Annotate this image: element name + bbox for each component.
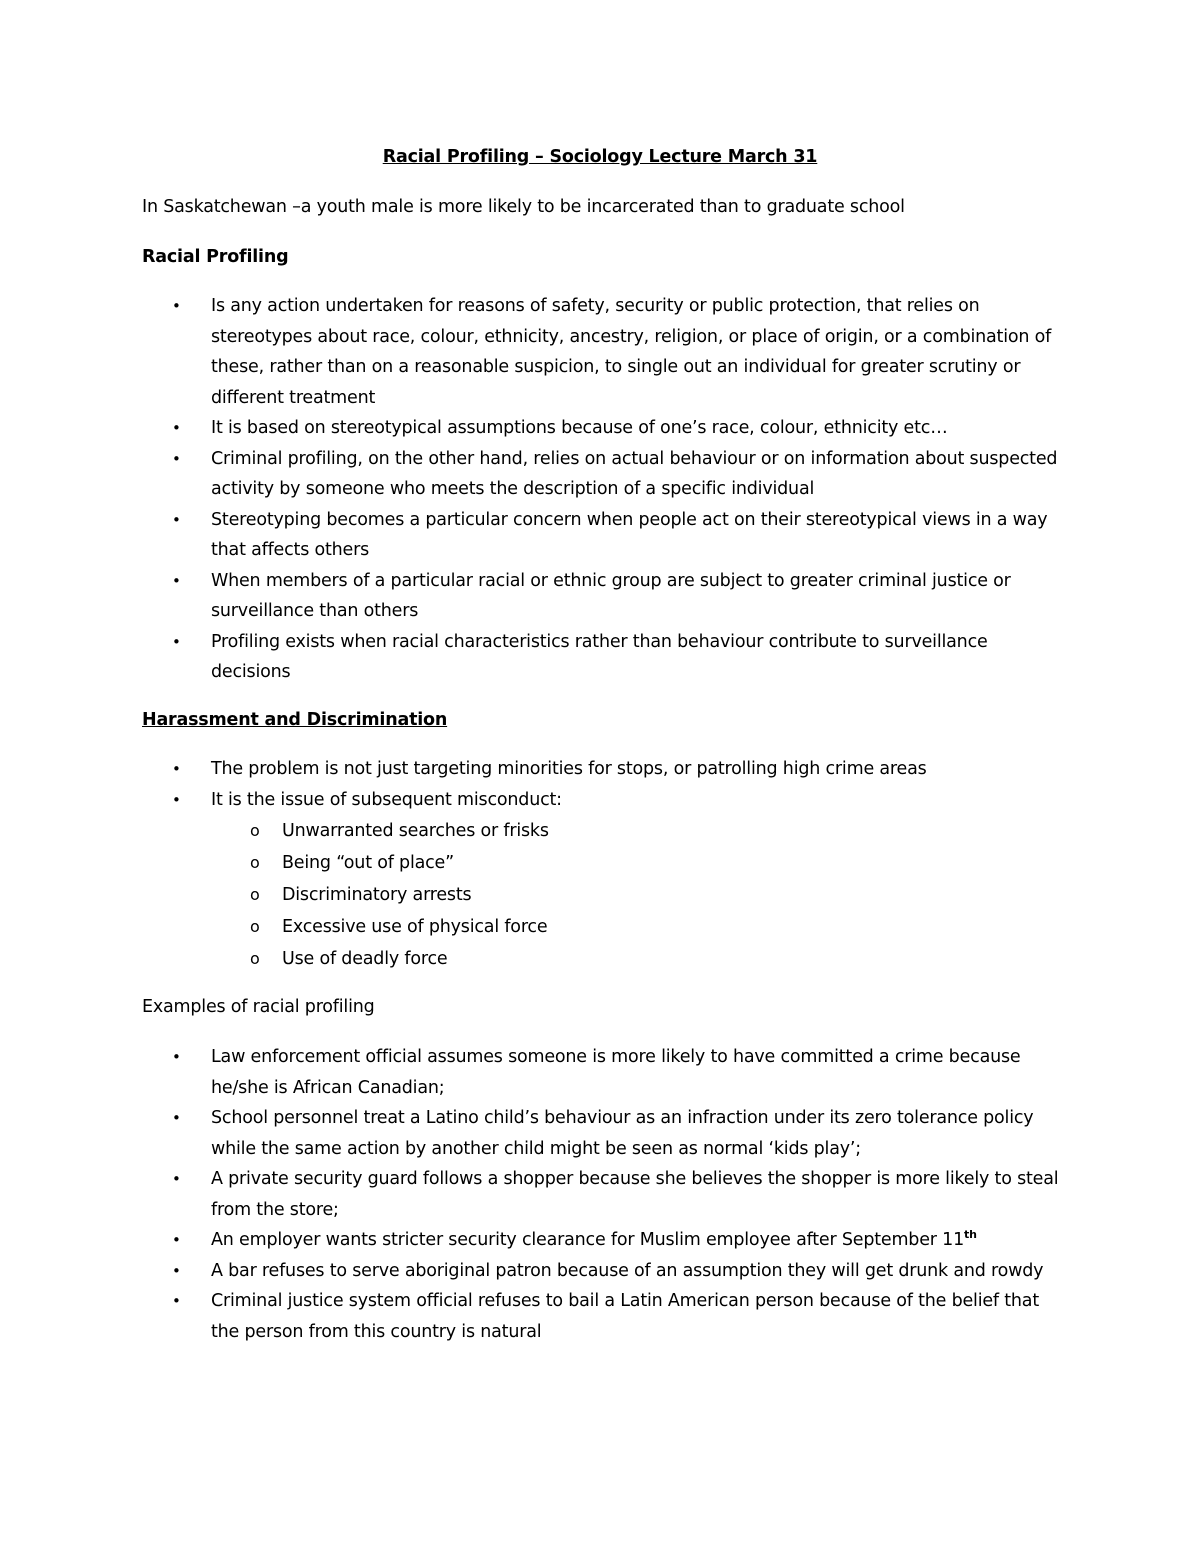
harassment-list [0, 754, 1200, 975]
list-item [0, 566, 1071, 627]
section-heading-harassment: Harassment and Discrimination [142, 710, 448, 730]
list-item [0, 627, 1071, 688]
bullet-icon: • [172, 419, 181, 437]
bullet-icon: • [172, 1292, 181, 1310]
intro-paragraph: In Saskatchewan –a youth male is more likely to be incarcerated than to graduate school [142, 197, 905, 217]
hollow-bullet-icon: o [250, 917, 260, 936]
sub-list-item-text: Being “out of place” [282, 853, 454, 873]
list-item-text: Is any action undertaken for reasons of safety, security or public protection, that relies on stereotypes about race, colour, ethnicity, ancestry, religion, or place of origin, or a combination of these, rather than on a reasonable suspicion, to single out an individual for greater scrutiny or different treatment [211, 296, 1052, 408]
examples-list [0, 1042, 1200, 1347]
list-item [0, 1256, 1071, 1287]
list-item [0, 754, 1071, 785]
bullet-icon: • [172, 571, 181, 590]
sub-list-item [211, 879, 1071, 911]
hollow-bullet-icon: o [250, 853, 260, 872]
hollow-bullet-icon: o [250, 885, 260, 904]
list-item [0, 1225, 1071, 1256]
bullet-icon: • [172, 449, 181, 468]
list-item-text: It is based on stereotypical assumptions because of one’s race, colour, ethnicity etc… [211, 418, 948, 438]
sub-list-item [211, 911, 1071, 943]
section-heading-racial-profiling: Racial Profiling [142, 247, 289, 267]
sub-list-item-text: Unwarranted searches or frisks [282, 821, 549, 841]
ordinal-superscript: th [964, 1228, 977, 1242]
list-item [0, 413, 1071, 444]
list-item-text: Law enforcement official assumes someone is more likely to have committed a crime because he/she is African Canadian; [211, 1047, 1021, 1098]
sub-list-item [211, 815, 1071, 847]
sub-list-item-text: Use of deadly force [282, 949, 448, 969]
sub-list-item-text: Excessive use of physical force [282, 917, 548, 937]
list-item [0, 505, 1071, 566]
list-item-text: Criminal profiling, on the other hand, relies on actual behaviour or on information about suspected activity by someone who meets the description of a specific individual [211, 448, 1058, 499]
list-item [0, 1042, 1071, 1103]
list-item [0, 1103, 1071, 1164]
sub-list-item [211, 943, 1071, 975]
list-item-text: It is the issue of subsequent misconduct: [211, 789, 562, 810]
bullet-icon: • [172, 297, 181, 315]
bullet-icon: • [172, 632, 181, 651]
list-item-text: Stereotyping becomes a particular concern when people act on their stereotypical views in a way that affects others [211, 509, 1048, 560]
list-item-text: A private security guard follows a shopper because she believes the shopper is more likely to steal from the store; [211, 1169, 1059, 1220]
list-item [0, 1286, 1071, 1347]
list-item-text: School personnel treat a Latino child’s behaviour as an infraction under its zero tolerance policy while the same action by another child might be seen as normal ‘kids play’; [211, 1108, 1034, 1159]
misconduct-sublist [211, 815, 1071, 975]
racial-profiling-list [0, 291, 1200, 688]
sub-list-item [211, 847, 1071, 879]
list-item-text: Profiling exists when racial characteristics rather than behaviour contribute to surveillance decisions [211, 631, 988, 682]
list-item [0, 444, 1071, 505]
list-item-text: Criminal justice system official refuses to bail a Latin American person because of the belief that the person from this country is natural [211, 1291, 1039, 1342]
bullet-icon: • [172, 1048, 181, 1066]
document-title: Racial Profiling – Sociology Lecture March 31 [382, 147, 818, 167]
list-item [0, 291, 1071, 413]
bullet-icon: • [172, 760, 181, 778]
bullet-icon: • [172, 790, 181, 809]
list-item-text: The problem is not just targeting minorities for stops, or patrolling high crime areas [211, 759, 927, 779]
bullet-icon: • [172, 1231, 181, 1249]
list-item [0, 1164, 1071, 1225]
bullet-icon: • [172, 510, 181, 529]
bullet-icon: • [172, 1170, 181, 1188]
sub-list-item-text: Discriminatory arrests [282, 885, 472, 905]
hollow-bullet-icon: o [250, 949, 260, 968]
list-item-text: A bar refuses to serve aboriginal patron because of an assumption they will get drunk and rowdy [211, 1260, 1044, 1281]
section-heading-examples: Examples of racial profiling [142, 997, 375, 1017]
list-item-text: An employer wants stricter security clearance for Muslim employee after September 11 [211, 1230, 965, 1250]
bullet-icon: • [172, 1109, 181, 1127]
hollow-bullet-icon: o [250, 821, 260, 840]
list-item [0, 785, 1071, 976]
list-item-text: When members of a particular racial or ethnic group are subject to greater criminal justice or surveillance than others [211, 570, 1011, 621]
bullet-icon: • [172, 1261, 181, 1280]
